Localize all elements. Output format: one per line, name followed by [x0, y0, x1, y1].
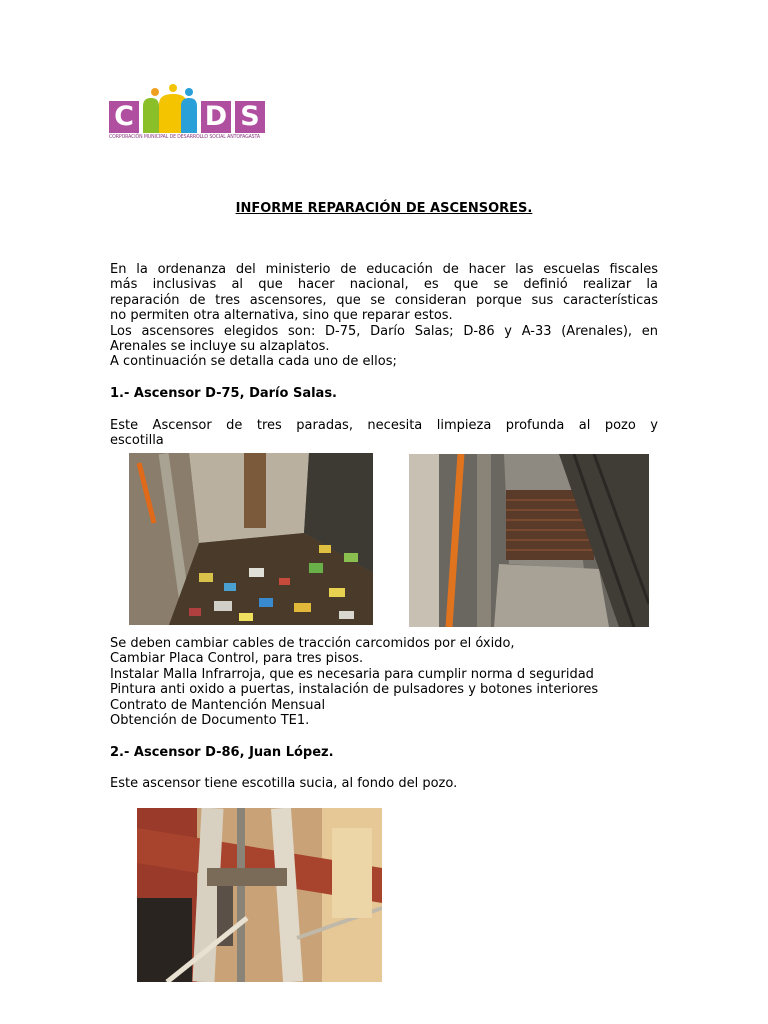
section1-items [110, 636, 598, 728]
section1-description [110, 418, 658, 449]
logo-tagline: CORPORACIÓN MUNICIPAL DE DESARROLLO SOCIAL ANTOFAGASTA [109, 134, 260, 140]
cmds-logo [109, 84, 277, 146]
section1-heading: 1.- Ascensor D-75, Darío Salas. [110, 386, 337, 401]
section2-description: Este ascensor tiene escotilla sucia, al fondo del pozo. [110, 776, 458, 791]
list-item: Instalar Malla Infrarroja, que es necesaria para cumplir norma d seguridad [110, 666, 594, 682]
logo-letter-d: D [204, 101, 228, 132]
intro-paragraph [110, 262, 658, 370]
logo-letter-s: S [240, 101, 260, 132]
elevator-shaft-photo [409, 454, 649, 627]
intro-line: reparación de tres ascensores, que se consideran porque sus características [110, 292, 658, 308]
section1-desc-line: Este Ascensor de tres paradas, necesita limpieza profunda al pozo y [110, 418, 658, 433]
list-item: Contrato de Mantención Mensual [110, 697, 326, 713]
intro-line: no permiten otra alternativa, sino que reparar estos. [110, 308, 453, 324]
list-item: Pintura anti oxido a puertas, instalación de pulsadores y botones interiores [110, 682, 599, 698]
section2-heading: 2.- Ascensor D-86, Juan López. [110, 745, 334, 760]
intro-line: A continuación se detalla cada uno de ellos; [110, 354, 397, 370]
section1-desc-line: escotilla [110, 433, 164, 449]
list-item: Se deben cambiar cables de tracción carcomidos por el óxido, [110, 636, 515, 651]
page-title: INFORME REPARACIÓN DE ASCENSORES. [235, 201, 533, 216]
logo-letter-c: C [114, 101, 134, 132]
intro-line: En la ordenanza del ministerio de educación de hacer las escuelas fiscales [110, 262, 658, 277]
list-item: Cambiar Placa Control, para tres pisos. [110, 651, 364, 667]
intro-line: más inclusivas al que hacer nacional, es que se definió realizar la [110, 277, 658, 293]
list-item: Obtención de Documento TE1. [110, 713, 310, 729]
elevator-rails-photo [137, 808, 382, 982]
intro-line: Arenales se incluye su alzaplatos. [110, 339, 330, 355]
elevator-pit-debris-photo [129, 453, 373, 625]
intro-line: Los ascensores elegidos son: D-75, Darío Salas; D-86 y A-33 (Arenales), en [110, 323, 658, 339]
